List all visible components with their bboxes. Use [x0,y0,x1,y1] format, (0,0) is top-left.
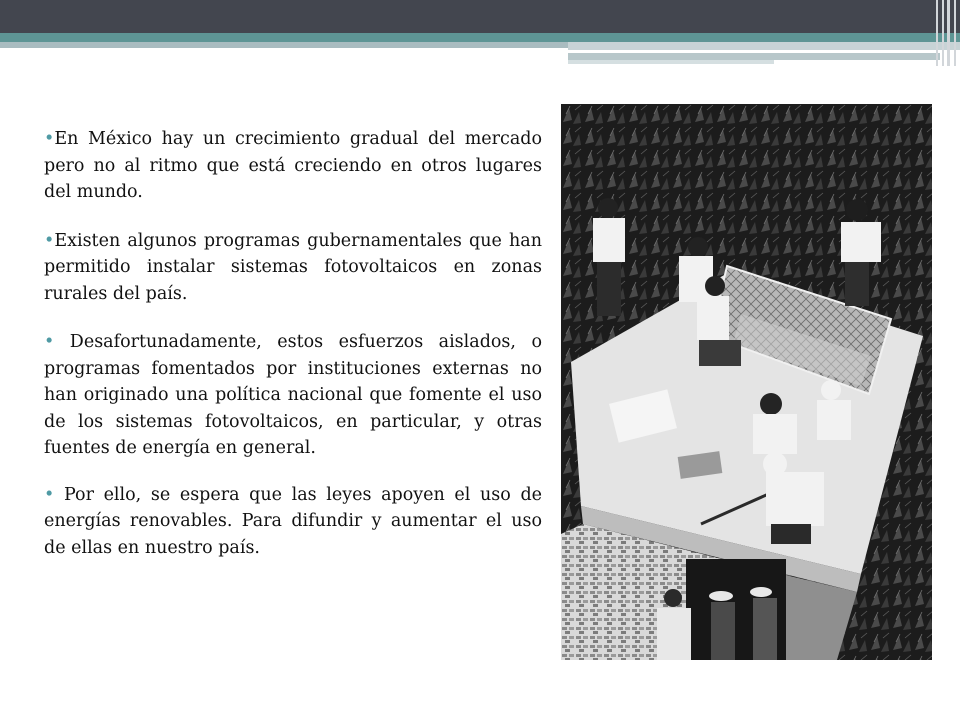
bullet-marker: • [44,332,55,352]
bullet-paragraph [44,228,542,308]
bullet-paragraph [44,126,542,206]
bullet-marker: • [44,230,55,251]
bullet-text: En México hay un crecimiento gradual del mercado pero no al ritmo que está creciendo en otros lugares del mundo. [44,129,542,202]
header-accent-bar [0,33,960,42]
bullet-marker: • [44,484,55,505]
bullet-paragraph [44,329,542,462]
header-bar [0,0,960,33]
header-stripe [568,60,774,64]
header-vertical-lines [934,0,960,66]
bullet-text: Por ello, se espera que las leyes apoyen el uso de energías renovables. Para difundir y aumentar el uso de ellas en nuestro país. [44,484,542,558]
solar-installation-photo [561,104,932,660]
header-stripe [568,53,940,60]
bullet-text: Existen algunos programas gubernamentales que han permitido instalar sistemas fotovoltaicos en zonas rurales del país. [44,230,542,304]
bullet-text: Desafortunadamente, estos esfuerzos aislados, o programas fomentados por instituciones externas no han originado una política nacional que fomente el uso de los sistemas fotovoltaicos, en particular, y otras fuentes de energía en general. [44,332,542,458]
bullet-marker: • [44,129,55,149]
header-underline [0,42,568,48]
slide-body [44,126,542,583]
bullet-paragraph [44,482,542,562]
header-stripe [568,42,960,50]
